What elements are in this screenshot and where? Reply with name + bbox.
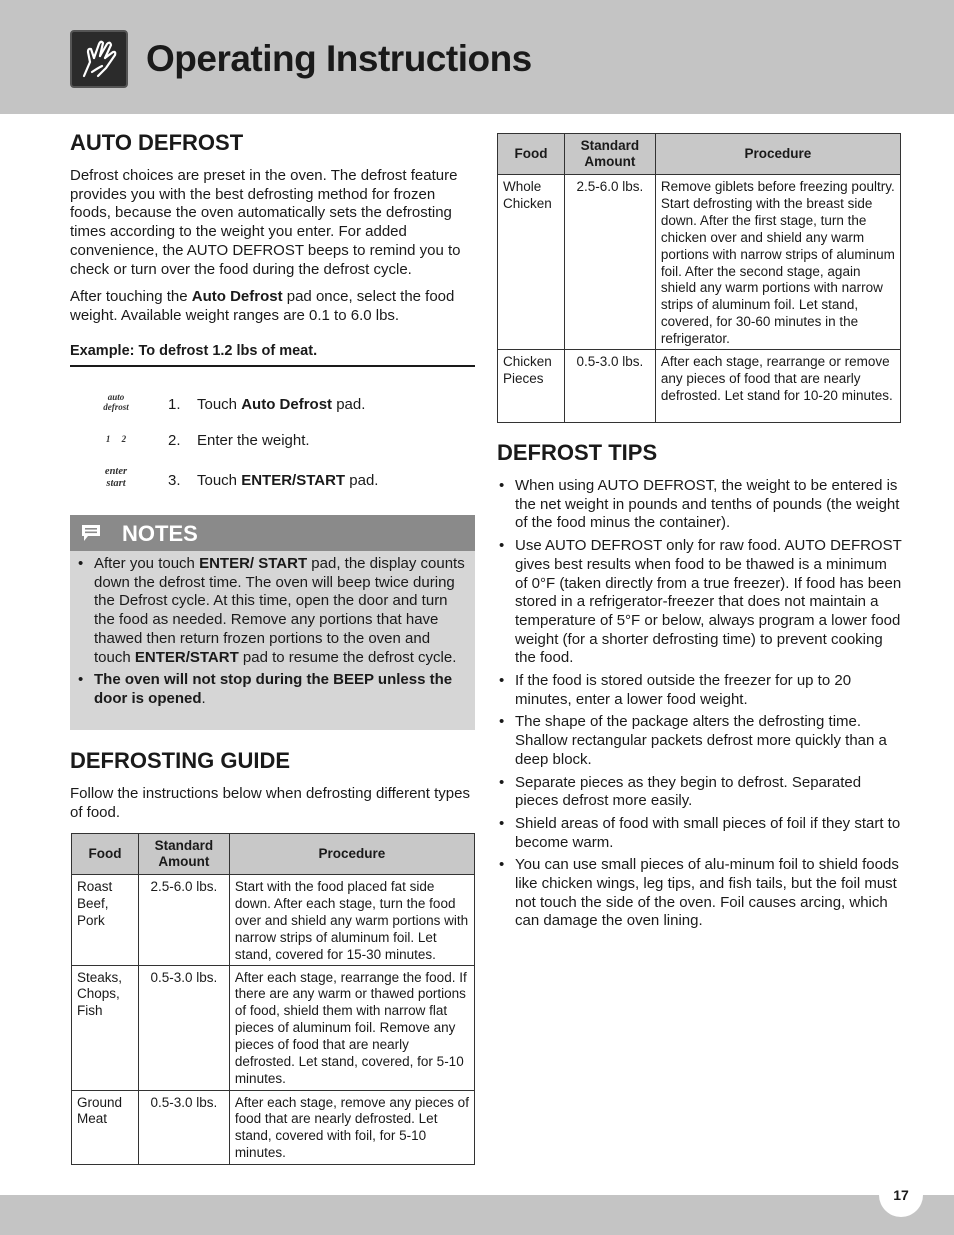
notes-item: • After you touch ENTER/ START pad, the display counts down the defrost time. The oven will beep twice during the Defrost cycle. At this time, open the door and turn the food as needed. Remove any portions that have thawed then return frozen portions to the oven and touch ENTER/START pad to resume the defrost cycle. xyxy=(76,555,470,667)
procedure-cell: Start with the food placed fat side down. After each stage, turn the food over and shield any warm portions with narrow strips of aluminum foil. Let stand, covered for 15-30 minutes. xyxy=(229,875,474,966)
amount-cell: 2.5-6.0 lbs. xyxy=(138,875,229,966)
procedure-cell: After each stage, rearrange or remove any pieces of food that are nearly defrosted. Let stand for 10-20 minutes. xyxy=(655,350,900,423)
step-1-text: Touch Auto Defrost pad. xyxy=(197,396,366,413)
step-1: auto defrost 1. Touch Auto Defrost pad. xyxy=(70,390,475,420)
page-title: Operating Instructions xyxy=(146,38,532,79)
step-3-text: Touch ENTER/START pad. xyxy=(197,472,379,489)
table-row xyxy=(72,1090,475,1164)
tip-item: • You can use small pieces of alu-minum foil to shield foods like chicken wings, leg tips, and fish tails, but the foil must not touch the side of the oven. Foil causes arcing, which can damage the oven lining. xyxy=(497,856,903,931)
notes-header xyxy=(70,515,475,551)
amount-cell: 2.5-6.0 lbs. xyxy=(564,175,655,350)
column-header-amount: Standard Amount xyxy=(564,134,655,175)
tip-item: • Use AUTO DEFROST only for raw food. AUTO DEFROST gives best results when food to be thawed is a minimum of 0°F (taken directly from a true freezer). If food has been stored in a refrigerator-freezer that does not maintain a temperature of 5°F or below, always program a lower food weight (for a shorter defrosting time) to prevent cooking the food. xyxy=(497,537,903,668)
table-header-row xyxy=(72,834,475,875)
tip-item: • Shield areas of food with small pieces of foil if they start to become warm. xyxy=(497,815,903,852)
table-row xyxy=(498,175,901,350)
procedure-cell: After each stage, remove any pieces of food that are nearly defrosted. Let stand, covered with foil, for 5-10 minutes. xyxy=(229,1090,474,1164)
step-3: enter start 3. Touch ENTER/START pad. xyxy=(70,466,475,496)
food-cell: Whole Chicken xyxy=(498,175,565,350)
tip-item: • If the food is stored outside the freezer for up to 20 minutes, enter a lower food weight. xyxy=(497,672,903,709)
column-header-amount: Standard Amount xyxy=(138,834,229,875)
notes-item: • The oven will not stop during the BEEP unless the door is opened. xyxy=(76,671,470,708)
defrosting-guide-table-2 xyxy=(497,133,901,423)
column-header-food: Food xyxy=(498,134,565,175)
food-cell: Roast Beef, Pork xyxy=(72,875,139,966)
amount-cell: 0.5-3.0 lbs. xyxy=(138,965,229,1090)
procedure-cell: After each stage, rearrange the food. If there are any warm or thawed portions of food, shield them with narrow flat pieces of aluminum foil. Remove any pieces of food that are nearly defrosted. Let stand, covered, for 5-10 minutes. xyxy=(229,965,474,1090)
food-cell: Steaks, Chops, Fish xyxy=(72,965,139,1090)
auto-defrost-weight-note: After touching the Auto Defrost pad once, select the food weight. Available weight ranges are 0.1 to 6.0 lbs. xyxy=(70,288,455,324)
column-header-food: Food xyxy=(72,834,139,875)
auto-defrost-heading: AUTO DEFROST xyxy=(70,130,244,155)
defrost-tips-heading: DEFROST TIPS xyxy=(497,440,658,465)
notepad-icon xyxy=(80,523,102,543)
amount-cell: 0.5-3.0 lbs. xyxy=(564,350,655,423)
column-header-procedure: Procedure xyxy=(229,834,474,875)
table-row xyxy=(498,350,901,423)
amount-cell: 0.5-3.0 lbs. xyxy=(138,1090,229,1164)
step-2-text: Enter the weight. xyxy=(197,432,310,449)
step-2: 1 2 2. Enter the weight. xyxy=(70,426,475,456)
notes-title: NOTES xyxy=(122,521,198,546)
defrosting-guide-intro: Follow the instructions below when defrosting different types of food. xyxy=(70,785,470,821)
page-footer xyxy=(0,1195,954,1235)
defrosting-guide-table-1 xyxy=(71,833,475,1165)
notes-box xyxy=(70,515,475,730)
food-cell: Ground Meat xyxy=(72,1090,139,1164)
enter-start-pad-icon: enter start xyxy=(104,466,128,489)
defrost-tips-list xyxy=(497,477,903,935)
tip-item: • Separate pieces as they begin to defrost. Separated pieces defrost more easily. xyxy=(497,774,903,811)
defrosting-guide-heading: DEFROSTING GUIDE xyxy=(70,748,291,773)
table-row xyxy=(72,965,475,1090)
page-number: 17 xyxy=(879,1177,923,1217)
procedure-cell: Remove giblets before freezing poultry. Start defrosting with the breast side down. After the first stage, turn the chicken over and shield any warm portions with narrow strips of aluminum foil. After the second stage, again shield any warm portions with narrow strips of aluminum foil. Let stand, covered, for 30-60 minutes in the refrigerator. xyxy=(655,175,900,350)
number-pad-icon: 1 2 xyxy=(105,434,127,444)
table-header-row xyxy=(498,134,901,175)
food-cell: Chicken Pieces xyxy=(498,350,565,423)
page-header xyxy=(0,0,954,114)
tip-item: • The shape of the package alters the defrosting time. Shallow rectangular packets defrost more quickly than a deep block. xyxy=(497,713,903,769)
auto-defrost-pad-icon: auto defrost xyxy=(103,392,129,412)
hand-pointing-icon xyxy=(70,30,128,88)
notes-list xyxy=(76,555,470,713)
tip-item: • When using AUTO DEFROST, the weight to be entered is the net weight in pounds and tenths of pounds (the weight of the food minus the container). xyxy=(497,477,903,533)
example-heading: Example: To defrost 1.2 lbs of meat. xyxy=(70,343,475,367)
table-row xyxy=(72,875,475,966)
column-header-procedure: Procedure xyxy=(655,134,900,175)
auto-defrost-description: Defrost choices are preset in the oven. The defrost feature provides you with the best defrosting method for frozen foods, because the oven automatically sets the defrosting times according to the weight you enter. For added convenience, the AUTO DEFROST beeps to remind you to check or turn over the food during the defrost cycle. xyxy=(70,167,461,278)
